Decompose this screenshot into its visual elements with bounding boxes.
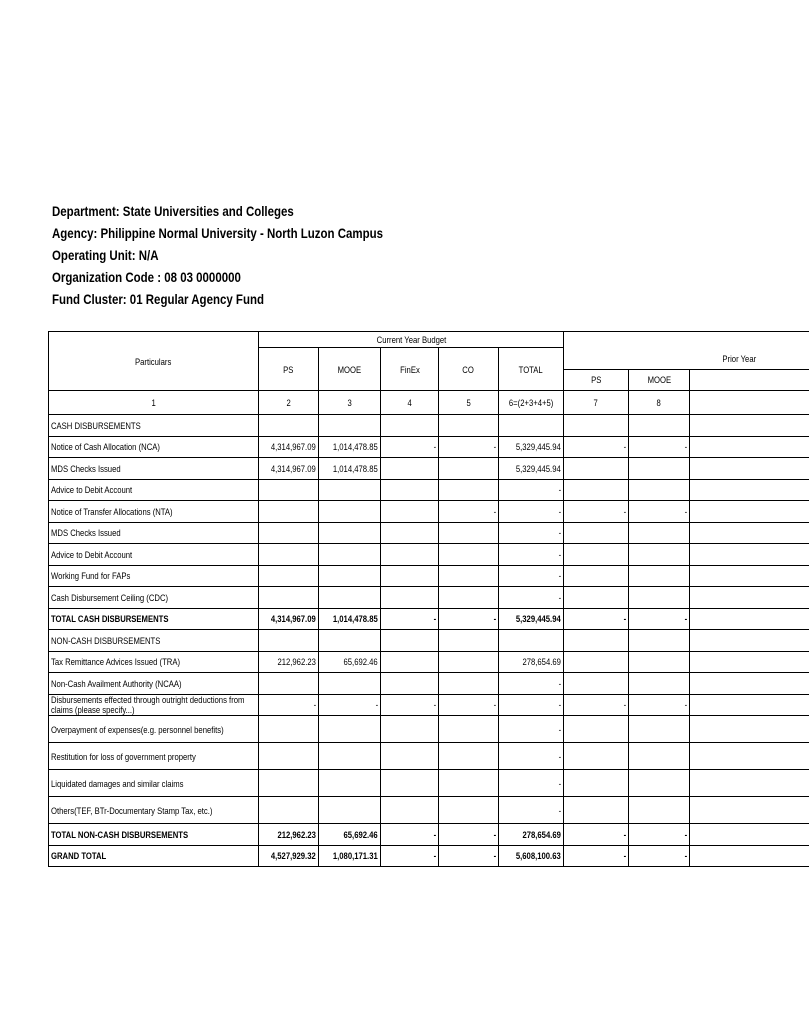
cell-pmooe: - [629,501,690,523]
cell-pps [564,415,629,437]
cell-mooe [319,630,381,652]
row-label: MDS Checks Issued [49,522,259,544]
cell-ps: 212,962.23 [259,651,319,673]
row-label: Restitution for loss of government property [49,743,259,770]
cell-co [439,565,499,587]
cell-mooe [319,544,381,566]
cell-co [439,587,499,609]
agency-line: Agency: Philippine Normal University - North Luzon Campus [52,225,384,241]
cell-pmooe: - [629,845,690,867]
table-row [49,770,809,797]
cell-pmooe [629,797,690,824]
table-row [49,694,809,716]
cell-total: 5,329,445.94 [499,608,564,630]
cell-pmooe [629,587,690,609]
table-row [49,565,809,587]
cell-total: - [499,716,564,743]
cell-pps [564,458,629,480]
cell-pmooe [629,770,690,797]
col-number-3: 3 [319,391,381,415]
disbursement-table-wrap [48,331,757,891]
cell-mooe [319,743,381,770]
cell-pmooe: - [629,436,690,458]
cell-ps [259,479,319,501]
cell-co [439,716,499,743]
cell-ps: - [259,694,319,716]
cell-total: - [499,673,564,695]
cell-ps [259,415,319,437]
row-label: Others(TEF, BTr-Documentary Stamp Tax, etc.) [49,797,259,824]
operating-unit-line: Operating Unit: N/A [52,247,159,263]
cell-pmooe [629,630,690,652]
cell-total: - [499,479,564,501]
table-body [49,415,809,867]
cell-pmooe: - [629,608,690,630]
cell-total: - [499,544,564,566]
cell-pps [564,565,629,587]
cell-ps: 212,962.23 [259,824,319,846]
cell-total: - [499,522,564,544]
cell-finex [381,770,439,797]
row-label: Non-Cash Availment Authority (NCAA) [49,673,259,695]
cell-finex [381,501,439,523]
cell-ps [259,630,319,652]
cell-ps: 4,314,967.09 [259,458,319,480]
cell-pmooe [629,673,690,695]
cell-pmooe [629,522,690,544]
cell-co: - [439,608,499,630]
cell-finex: - [381,436,439,458]
cell-pmooe [629,415,690,437]
col-number-1: 1 [49,391,259,415]
row-label: Notice of Transfer Allocations (NTA) [49,501,259,523]
cell-pmooe [629,743,690,770]
cell-ps [259,673,319,695]
table-row [49,587,809,609]
row-label: Notice of Cash Allocation (NCA) [49,436,259,458]
cell-finex [381,415,439,437]
cell-ps [259,501,319,523]
cell-ps: 4,527,929.32 [259,845,319,867]
cell-total [499,415,564,437]
cell-total: - [499,770,564,797]
cell-total: - [499,694,564,716]
cell-pmooe [629,716,690,743]
cell-pps: - [564,436,629,458]
department-line: Department: State Universities and Colleges [52,203,294,219]
cell-ps [259,743,319,770]
col-number-2: 2 [259,391,319,415]
cell-total: 5,608,100.63 [499,845,564,867]
table-row [49,479,809,501]
row-label: Liquidated damages and similar claims [49,770,259,797]
cell-co [439,651,499,673]
cell-ps: 4,314,967.09 [259,436,319,458]
cell-mooe [319,673,381,695]
cell-pps [564,544,629,566]
cell-finex [381,565,439,587]
cell-pps [564,716,629,743]
cell-mooe [319,587,381,609]
cell-total [499,630,564,652]
cell-mooe: 1,014,478.85 [319,436,381,458]
row-label: Tax Remittance Advices Issued (TRA) [49,651,259,673]
cell-finex [381,743,439,770]
col-number-5: 5 [439,391,499,415]
cell-total: - [499,501,564,523]
cell-pps: - [564,694,629,716]
cell-ps [259,770,319,797]
cell-pps [564,743,629,770]
cell-mooe: - [319,694,381,716]
prior-year-header: Prior Year [564,348,809,370]
cell-finex [381,522,439,544]
cell-finex [381,716,439,743]
cell-pmooe: - [629,694,690,716]
table-row [49,522,809,544]
cell-mooe: 1,080,171.31 [319,845,381,867]
cell-finex [381,587,439,609]
cell-pps: - [564,824,629,846]
table-row [49,458,809,480]
cell-co [439,770,499,797]
cell-total: 278,654.69 [499,824,564,846]
row-label: Cash Disbursement Ceiling (CDC) [49,587,259,609]
table-row [49,716,809,743]
cell-finex: - [381,824,439,846]
col-number-6: 6=(2+3+4+5) [499,391,564,415]
row-label: GRAND TOTAL [49,845,259,867]
row-label: NON-CASH DISBURSEMENTS [49,630,259,652]
cell-finex: - [381,608,439,630]
table-row [49,845,809,867]
cell-co [439,479,499,501]
col-co-header: CO [439,348,499,391]
table-row [49,608,809,630]
cell-total: 278,654.69 [499,651,564,673]
cell-mooe [319,797,381,824]
cell-finex [381,458,439,480]
current-year-budget-header: Current Year Budget [259,332,564,348]
row-label: Advice to Debit Account [49,544,259,566]
cell-pps [564,630,629,652]
table-row [49,824,809,846]
disbursement-table [48,331,809,867]
col-number-4: 4 [381,391,439,415]
particulars-header: Particulars [49,332,259,391]
cell-mooe [319,716,381,743]
cell-pps [564,522,629,544]
cell-pmooe [629,565,690,587]
table-row [49,544,809,566]
cell-pmooe: - [629,824,690,846]
cell-total: - [499,587,564,609]
row-label: CASH DISBURSEMENTS [49,415,259,437]
cell-ps [259,587,319,609]
table-row [49,436,809,458]
cell-co: - [439,501,499,523]
col-mooe-header: MOOE [319,348,381,391]
cell-finex [381,651,439,673]
row-label: Working Fund for FAPs [49,565,259,587]
cell-co [439,673,499,695]
cell-pps [564,587,629,609]
row-label: MDS Checks Issued [49,458,259,480]
cell-mooe: 1,014,478.85 [319,458,381,480]
row-label: Overpayment of expenses(e.g. personnel benefits) [49,716,259,743]
cell-mooe [319,479,381,501]
table-row [49,501,809,523]
cell-finex [381,673,439,695]
cell-mooe [319,522,381,544]
row-label: TOTAL CASH DISBURSEMENTS [49,608,259,630]
col-number-8: 8 [629,391,690,415]
col-finex-header: FinEx [381,348,439,391]
cell-co [439,743,499,770]
cell-ps [259,565,319,587]
cell-co [439,522,499,544]
cell-ps [259,544,319,566]
cell-finex [381,630,439,652]
cell-pps: - [564,845,629,867]
cell-mooe [319,565,381,587]
cell-pps: - [564,608,629,630]
row-label: Advice to Debit Account [49,479,259,501]
cell-ps [259,522,319,544]
cell-mooe [319,770,381,797]
cell-mooe: 1,014,478.85 [319,608,381,630]
table-row [49,743,809,770]
cell-mooe [319,415,381,437]
table-row [49,630,809,652]
cell-ps [259,716,319,743]
table-row [49,415,809,437]
table-row [49,797,809,824]
cell-pps [564,673,629,695]
cell-total: - [499,565,564,587]
cell-mooe: 65,692.46 [319,824,381,846]
col-total-header: TOTAL [499,348,564,391]
cell-co [439,797,499,824]
cell-co [439,458,499,480]
row-label: Disbursements effected through outright deductions from claims (please specify...) [49,694,259,716]
cell-finex [381,797,439,824]
col-number-7: 7 [564,391,629,415]
cell-co [439,630,499,652]
cell-co [439,415,499,437]
cell-finex: - [381,694,439,716]
cell-co [439,544,499,566]
cell-mooe: 65,692.46 [319,651,381,673]
cell-ps: 4,314,967.09 [259,608,319,630]
cell-co: - [439,845,499,867]
col-ps-header: PS [259,348,319,391]
cell-total: 5,329,445.94 [499,458,564,480]
cell-total: - [499,797,564,824]
cell-finex [381,479,439,501]
cell-total: 5,329,445.94 [499,436,564,458]
cell-pps [564,479,629,501]
cell-finex: - [381,845,439,867]
cell-pmooe [629,544,690,566]
cell-ps [259,797,319,824]
cell-pps [564,797,629,824]
col-prior-ps-header: PS [564,369,629,391]
report-header [52,200,383,310]
cell-total: - [499,743,564,770]
fund-cluster-line: Fund Cluster: 01 Regular Agency Fund [52,291,264,307]
cell-pps [564,651,629,673]
cell-co: - [439,824,499,846]
col-prior-mooe-header: MOOE [629,369,690,391]
table-row [49,673,809,695]
cell-co: - [439,436,499,458]
cell-mooe [319,501,381,523]
cell-co: - [439,694,499,716]
cell-pmooe [629,479,690,501]
cell-finex [381,544,439,566]
cell-pmooe [629,458,690,480]
cell-pps: - [564,501,629,523]
cell-pmooe [629,651,690,673]
table-row [49,651,809,673]
row-label: TOTAL NON-CASH DISBURSEMENTS [49,824,259,846]
cell-pps [564,770,629,797]
organization-code-line: Organization Code : 08 03 0000000 [52,269,241,285]
